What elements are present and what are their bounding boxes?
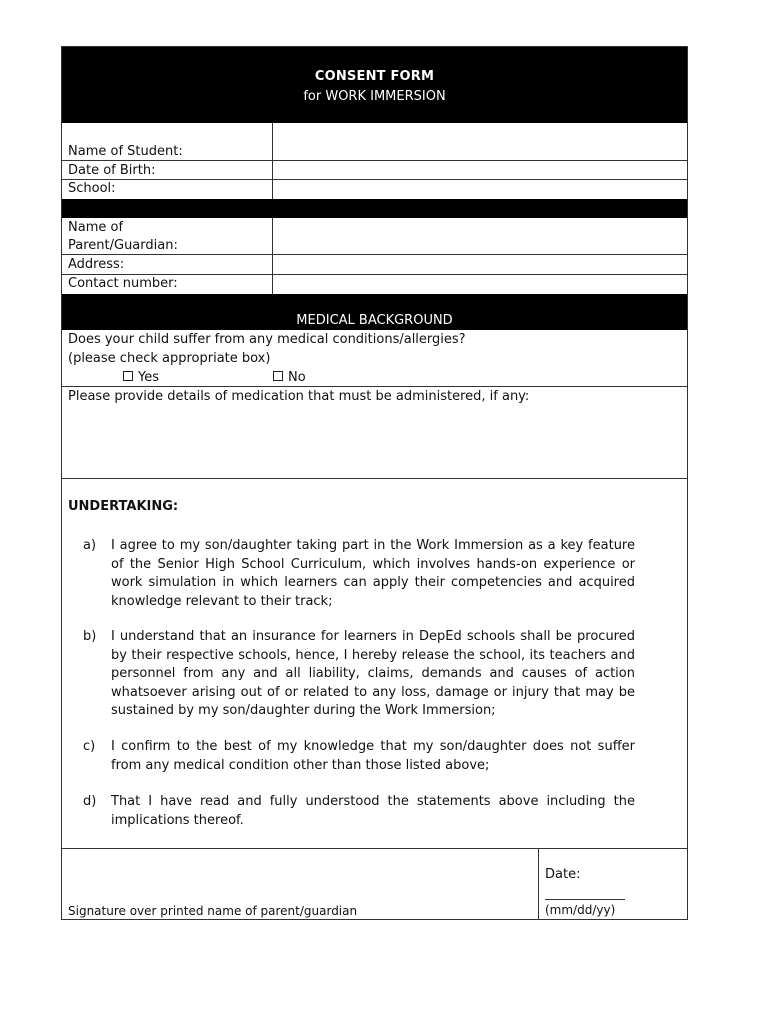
medical-section-title: MEDICAL BACKGROUND	[296, 313, 453, 328]
student-name-label: Name of Student:	[68, 144, 183, 159]
medical-background-header	[62, 294, 687, 330]
school-field[interactable]	[273, 180, 687, 198]
column-divider	[538, 848, 539, 919]
yes-option[interactable]	[123, 369, 159, 387]
medication-details-prompt: Please provide details of medication that must be administered, if any:	[68, 389, 530, 404]
student-name-field[interactable]	[273, 124, 687, 160]
row-divider	[62, 386, 687, 387]
parent-name-label-line2: Parent/Guardian:	[68, 238, 178, 253]
check-instruction: (please check appropriate box)	[68, 351, 271, 366]
item-text: I agree to my son/daughter taking part in the Work Immersion as a key feature of the Senior High School Curriculum, which involves hands-on experience or work simulation in which learners can apply their competencies and acquired knowledge relevant to their track;	[111, 538, 635, 609]
date-field[interactable]	[545, 899, 625, 900]
form-subtitle: for WORK IMMERSION	[303, 89, 446, 104]
yes-label: Yes	[138, 370, 159, 385]
item-text: That I have read and fully understood the statements above including the implications thereof.	[111, 794, 635, 828]
medication-details-field[interactable]	[68, 409, 680, 475]
item-text: I understand that an insurance for learners in DepEd schools shall be procured by their respective schools, hence, I hereby release the school, its teachers and personnel from any and all liability, claims, demands and causes of action whatsoever arising out of or related to any loss, damage or injury that may be sustained by my son/daughter during the Work Immersion;	[111, 629, 635, 718]
yes-checkbox[interactable]	[123, 371, 133, 381]
item-text: I confirm to the best of my knowledge that my son/daughter does not suffer from any medical condition other than those listed above;	[111, 739, 635, 773]
signature-field[interactable]	[62, 849, 538, 899]
undertaking-item-d	[83, 793, 635, 830]
signature-label: Signature over printed name of parent/guardian	[68, 904, 358, 918]
form-title: CONSENT FORM	[314, 69, 435, 84]
undertaking-item-a	[83, 537, 635, 611]
contact-number-field[interactable]	[273, 275, 687, 294]
date-label: Date:	[545, 867, 581, 882]
medical-question: Does your child suffer from any medical conditions/allergies?	[68, 332, 466, 347]
form-header	[62, 47, 687, 123]
consent-form	[61, 46, 688, 920]
no-label: No	[288, 370, 306, 385]
item-letter: c)	[83, 739, 96, 754]
school-label: School:	[68, 181, 116, 196]
date-of-birth-field[interactable]	[273, 161, 687, 179]
item-letter: d)	[83, 794, 97, 809]
date-format-hint: (mm/dd/yy)	[545, 903, 616, 917]
item-letter: b)	[83, 629, 97, 644]
row-divider	[62, 478, 687, 479]
no-checkbox[interactable]	[273, 371, 283, 381]
undertaking-item-b	[83, 628, 635, 721]
undertaking-heading: UNDERTAKING:	[68, 499, 179, 514]
section-separator	[62, 199, 687, 218]
parent-name-field[interactable]	[273, 219, 687, 254]
undertaking-item-c	[83, 738, 635, 775]
no-option[interactable]	[273, 369, 306, 387]
contact-number-label: Contact number:	[68, 276, 178, 291]
parent-name-label-line1: Name of	[68, 220, 124, 235]
address-label: Address:	[68, 257, 125, 272]
address-field[interactable]	[273, 255, 687, 274]
date-of-birth-label: Date of Birth:	[68, 163, 156, 178]
item-letter: a)	[83, 538, 97, 553]
